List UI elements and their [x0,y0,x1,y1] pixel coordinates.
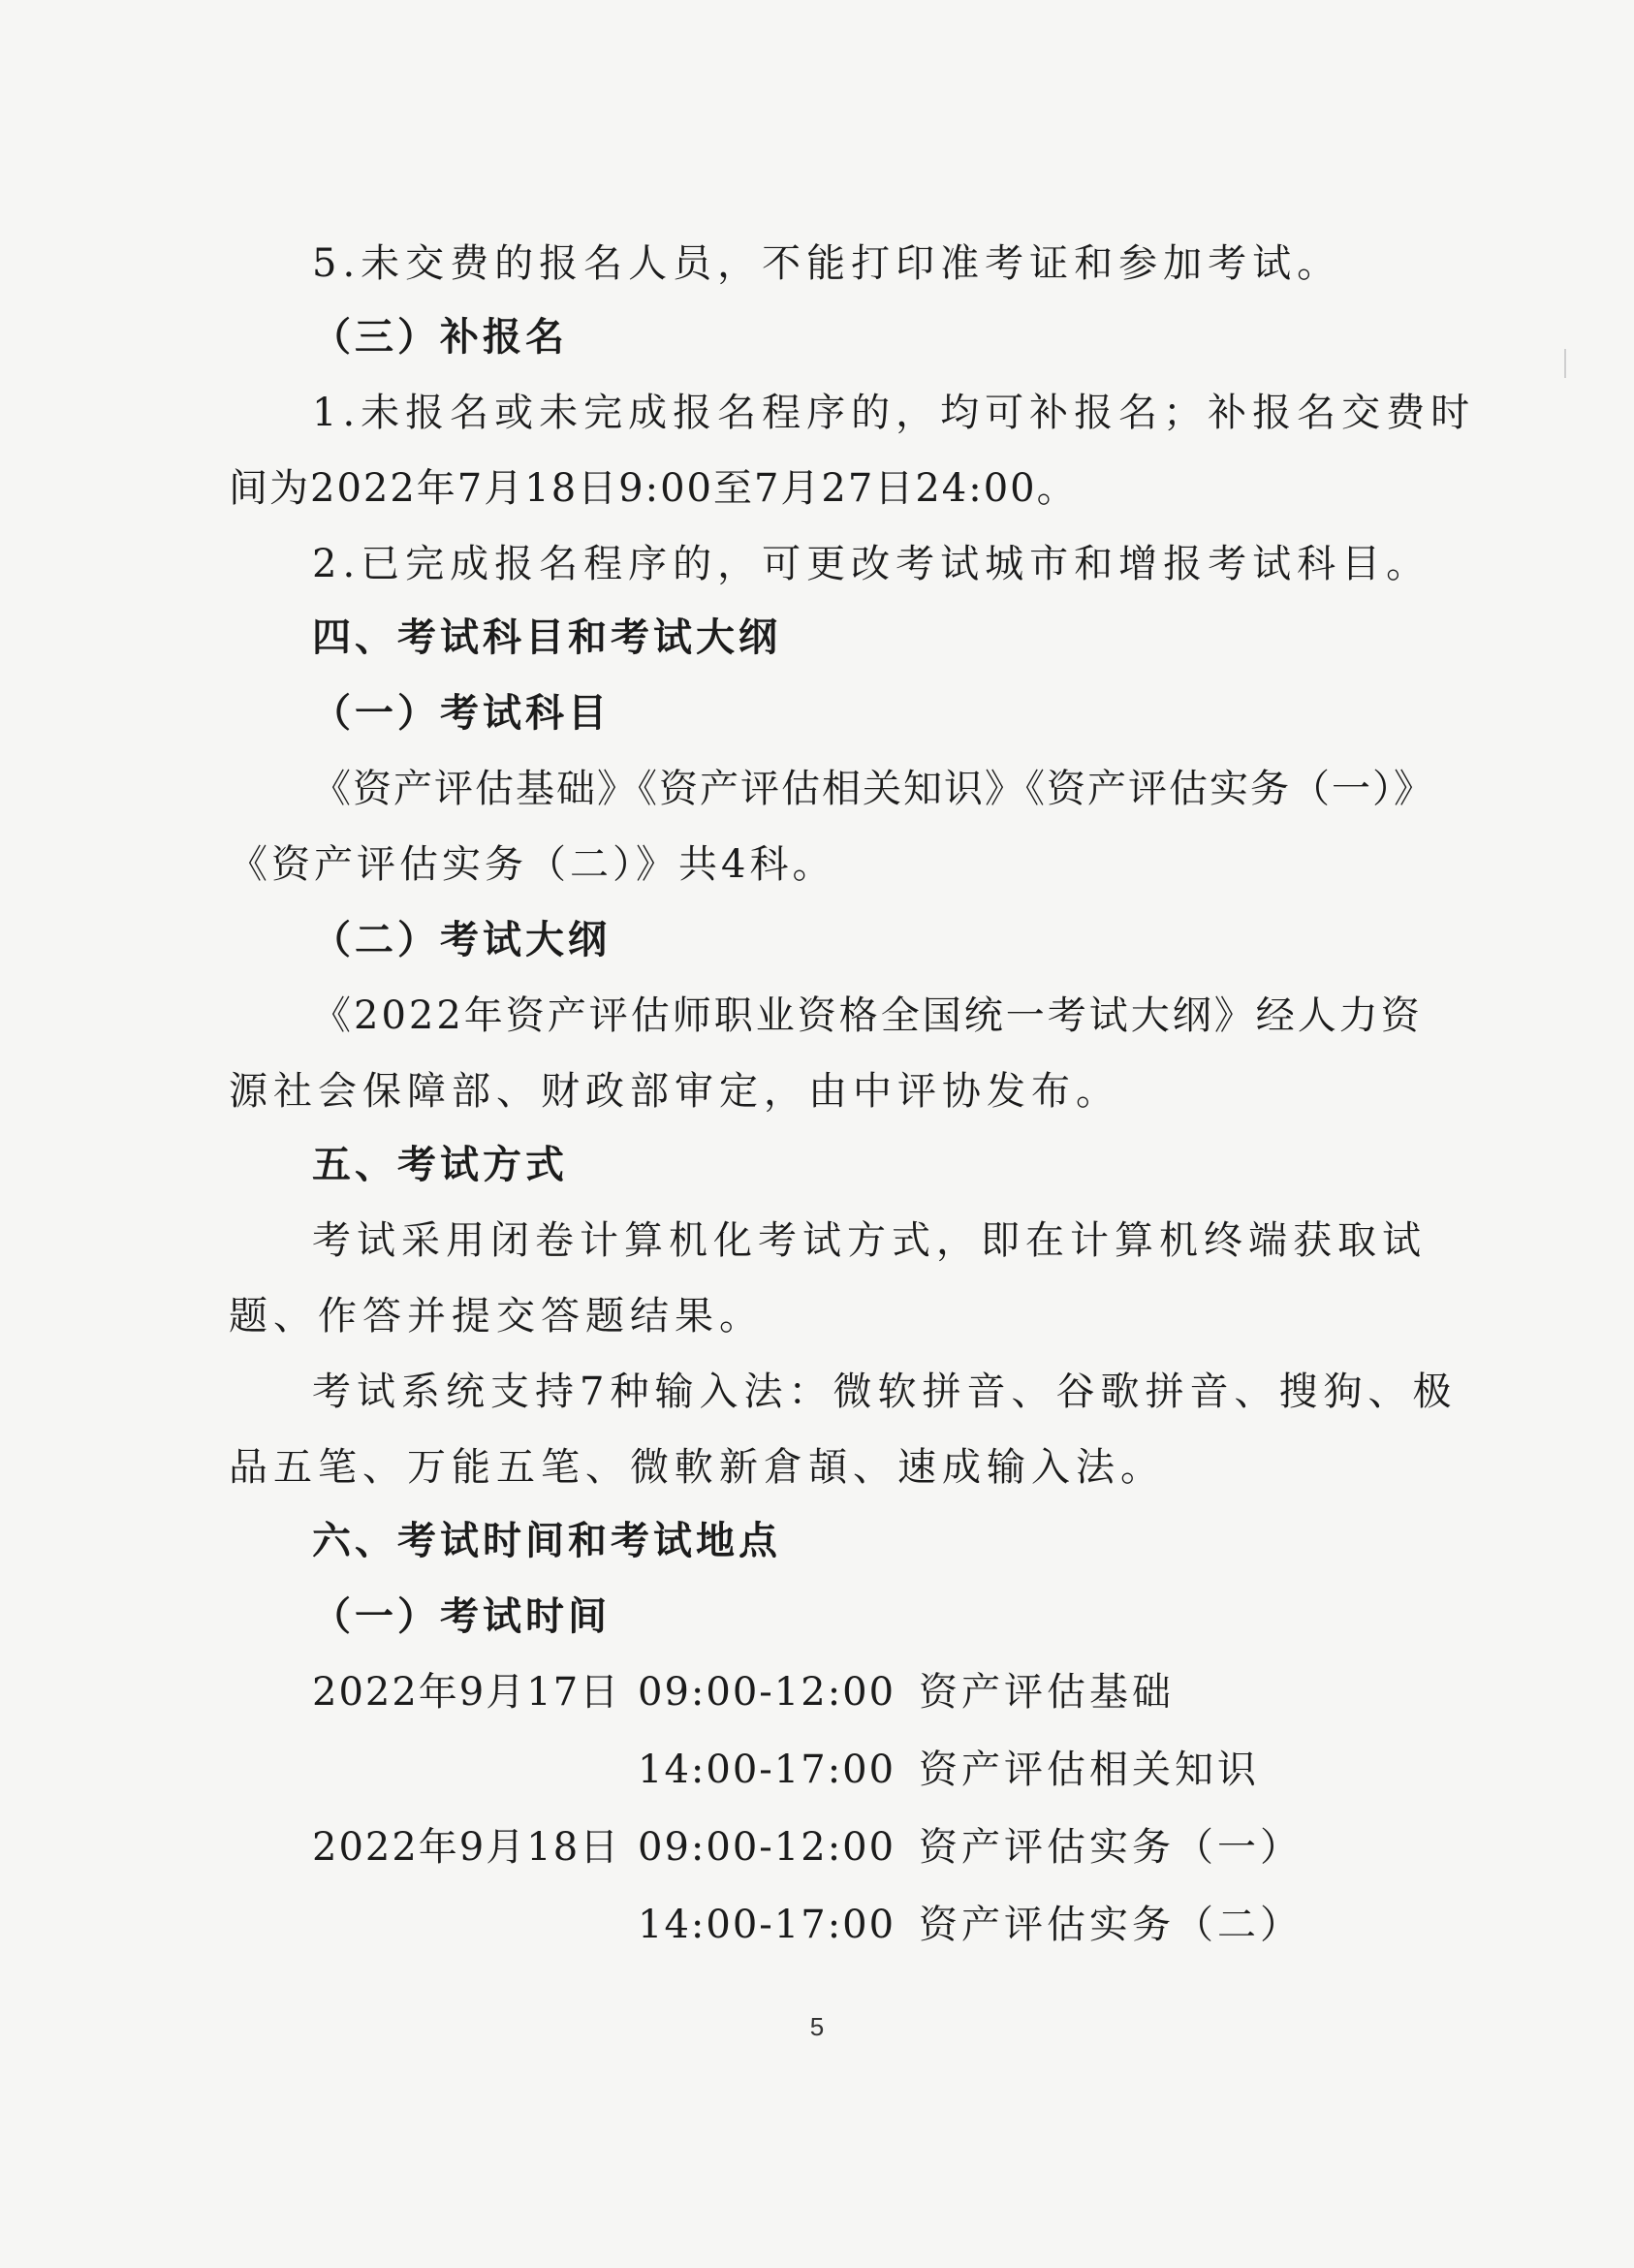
schedule-time: 14:00-17:00 [638,1903,896,1947]
paragraph-late-registration-2: 2.已完成报名程序的，可更改考试城市和增报考试科目。 [312,542,1431,586]
schedule-date: 2022年9月17日 [312,1670,621,1715]
paragraph-subjects-a: 《资产评估基础》《资产评估相关知识》《资产评估实务（一）》 [312,767,1434,811]
heading-section-4: 四、考试科目和考试大纲 [312,615,781,660]
paragraph-late-registration-1b: 间为2022年7月18日9:00至7月27日24:00。 [229,466,1078,511]
schedule-subject: 资产评估相关知识 [919,1748,1260,1792]
schedule-time: 09:00-12:00 [638,1670,896,1715]
subheading-exam-time: （一）考试时间 [312,1594,611,1639]
paragraph-exam-mode-b: 题、作答并提交答题结果。 [229,1294,764,1339]
heading-section-5: 五、考试方式 [312,1143,568,1187]
paragraph-late-registration-1a: 1.未报名或未完成报名程序的，均可补报名；补报名交费时 [312,391,1476,435]
subheading-late-registration: （三）补报名 [312,315,568,360]
paragraph-input-methods-b: 品五笔、万能五笔、微軟新倉頡、速成输入法。 [229,1445,1165,1490]
paragraph-syllabus-a: 《2022年资产评估师职业资格全国统一考试大纲》经人力资 [312,993,1423,1038]
schedule-time: 14:00-17:00 [638,1748,896,1792]
paragraph-input-methods-a: 考试系统支持7种输入法：微软拼音、谷歌拼音、搜狗、极 [312,1370,1458,1414]
paragraph-unpaid-notice: 5.未交费的报名人员，不能打印准考证和参加考试。 [312,241,1342,286]
scan-mark [1564,349,1566,378]
schedule-subject: 资产评估基础 [919,1670,1175,1715]
schedule-subject: 资产评估实务（二） [919,1903,1303,1947]
page-number: 5 [809,2012,825,2041]
subheading-exam-syllabus: （二）考试大纲 [312,918,611,962]
subheading-exam-subjects: （一）考试科目 [312,691,611,736]
schedule-subject: 资产评估实务（一） [919,1825,1303,1870]
paragraph-syllabus-b: 源社会保障部、财政部审定，由中评协发布。 [229,1069,1120,1114]
heading-section-6: 六、考试时间和考试地点 [312,1519,781,1563]
paragraph-exam-mode-a: 考试采用闭卷计算机化考试方式，即在计算机终端获取试 [312,1218,1427,1263]
schedule-time: 09:00-12:00 [638,1825,896,1870]
paragraph-subjects-b: 《资产评估实务（二）》共4科。 [229,842,835,887]
schedule-date: 2022年9月18日 [312,1825,621,1870]
